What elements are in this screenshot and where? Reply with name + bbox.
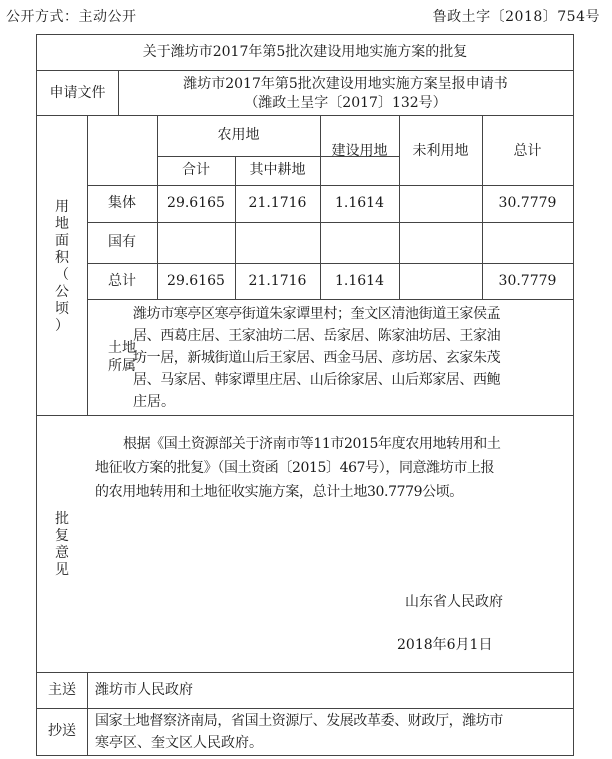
header-total: 总计	[513, 143, 542, 159]
ownership-line: 居、马家居、韩家谭里庄居、山后徐家居、山后郑家居、西鲍	[133, 372, 501, 388]
row-label-total: 总计	[108, 273, 136, 289]
rule	[37, 672, 573, 673]
issue-date: 2018年6月1日	[397, 637, 493, 653]
cell-total: 30.7779	[498, 195, 557, 211]
rule	[37, 708, 573, 709]
ownership-line: 坊一居，新城街道山后王家居、西金马居、彦坊居、玄家朱茂	[133, 350, 501, 366]
main-recipient-label: 主送	[48, 682, 76, 698]
rule	[87, 222, 573, 223]
cell-cultivated: 21.1716	[248, 273, 307, 289]
header-cultivated: 其中耕地	[249, 162, 306, 178]
rule	[87, 185, 157, 186]
header-farmland: 农用地	[217, 127, 260, 143]
document-title: 关于潍坊市2017年第5批次建设用地实施方案的批复	[142, 44, 468, 60]
cc-line: 国家土地督察济南局，省国土资源厅、发展改革委、财政厅，潍坊市	[95, 713, 503, 729]
document-number: 鲁政土字〔2018〕754号	[432, 9, 600, 25]
row-label-state-owned: 国有	[108, 234, 136, 250]
rule	[37, 415, 573, 416]
application-label: 申请文件	[49, 85, 106, 101]
application-reference: （潍政土呈字〔2017〕132号）	[244, 95, 447, 111]
rule	[87, 299, 573, 300]
land-area-label: 用 地 面 积 （ 公 顷 ）	[55, 199, 69, 334]
ownership-line: 居、西葛庄居、王家油坊二居、岳家居、陈家油坊居、王家油	[133, 328, 501, 344]
opinion-line: 根据《国土资源部关于济南市等11市2015年度农用地转用和土	[123, 436, 501, 452]
cell-total: 30.7779	[498, 273, 557, 289]
header-unused: 未利用地	[412, 143, 469, 159]
main-recipient: 潍坊市人民政府	[95, 682, 193, 698]
rule	[37, 115, 573, 116]
ownership-label: 所属	[108, 358, 136, 374]
cc-line: 寒亭区、奎文区人民政府。	[95, 735, 263, 751]
cell-cultivated: 21.1716	[248, 195, 307, 211]
opinion-label: 批 复 意 见	[55, 511, 69, 578]
cell-subtotal: 29.6165	[167, 273, 225, 289]
cell-construction: 1.1614	[335, 195, 384, 211]
cell-subtotal: 29.6165	[167, 195, 225, 211]
ownership-label: 土地	[108, 340, 136, 356]
ownership-line: 潍坊市寒亭区寒亭街道朱家谭里村；奎文区清池街道王家侯孟	[133, 306, 501, 322]
ownership-line: 庄居。	[133, 394, 175, 410]
issuer: 山东省人民政府	[405, 594, 503, 610]
header-subtotal: 合计	[182, 162, 210, 178]
approval-form	[36, 34, 574, 756]
row-label-collective: 集体	[108, 195, 136, 211]
opinion-line: 地征收方案的批复》（国土资函〔2015〕467号），同意潍坊市上报	[95, 460, 495, 476]
application-title: 潍坊市2017年第5批次建设用地实施方案呈报申请书	[183, 76, 508, 92]
rule	[87, 263, 573, 264]
rule	[157, 185, 573, 186]
header-construction: 建设用地	[331, 143, 388, 159]
cell-construction: 1.1614	[335, 273, 384, 289]
cc-label: 抄送	[48, 723, 76, 739]
rule	[87, 672, 88, 755]
disclosure-method: 公开方式：主动公开	[6, 9, 137, 25]
opinion-line: 的农用地转用和土地征收实施方案，总计土地30.7779公顷。	[95, 484, 463, 500]
